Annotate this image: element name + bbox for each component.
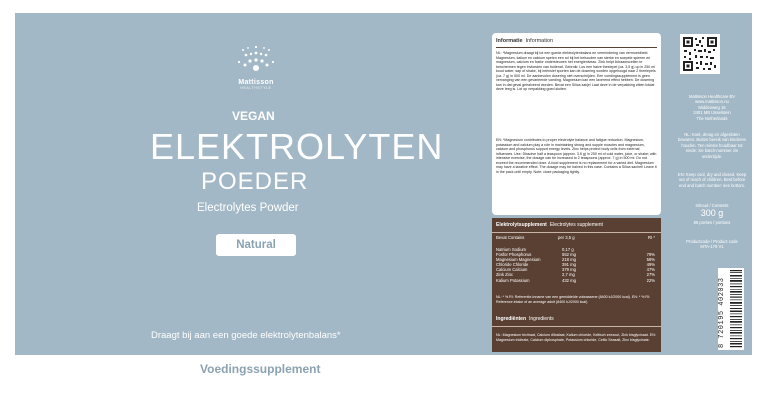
nutrient-ri: 22% <box>646 277 655 283</box>
brand-name: Mattisson <box>238 79 274 86</box>
divider <box>492 232 661 233</box>
brand-tagline: HEALTHSTYLE <box>240 86 272 90</box>
nutrient-value: 2,7 mg <box>562 272 575 278</box>
nutrient-value: 432 mg <box>562 277 576 283</box>
nutrition-header-row <box>496 235 655 240</box>
nutrient-name: Zink Zinc <box>496 272 513 278</box>
company-name: Mattisson Healthcare BV <box>688 94 736 99</box>
product-title: ELEKTROLYTEN <box>150 126 444 167</box>
portions: 85 porties / portions <box>693 219 731 225</box>
information-text-en: EN: *Magnesium contributes to proper electrolyte balance and fatigue reduction. Magnesium, potassium and calcium play a role in maintaining strong and supple muscles and magnesium, calcium and phosphorus support energy levels. Zinc helps protect body cells from external influences. Use: Dissolve half a teaspoon (approx. 3.5 g) in 250 ml of cold water, juice, or shake; with intensive exercise, the dosage can be increased to 2 teaspoons (approx. 7 g) in 500 ml. Do not exceed the recommended dose. A food supplement is no replacement for a varied diet. Magnesium may have a laxative effect. The dosage may be halved in this case. Contains a Silica sachet! Leave it in the pack until empty. Note: close packaging tightly. <box>496 138 657 174</box>
category-label: Voedingssupplement <box>200 362 321 376</box>
company-address <box>676 94 748 121</box>
contents-label: Inhoud / Contents <box>695 203 729 208</box>
company-street: Middenweg 16 <box>698 104 726 110</box>
product-code: MTA-179 V1 <box>700 244 724 250</box>
nutrition-footnote: NL: * % RI: Referentie-inname van een gemiddelde volwassene (8400 kJ/2000 kcal). EN: * % RI: Reference intake of an average adult (8400 kJ/2000 kcal). <box>496 295 651 304</box>
nutrition-heading: Elektrolytsupplement Electrolytes supplement <box>496 222 603 228</box>
flavour-badge: Natural <box>216 234 296 256</box>
nutrient-name: Magnesium Magnesium <box>496 257 541 263</box>
nutrient-ri: 58% <box>646 257 655 263</box>
nutrient-value: 218 mg <box>562 257 576 263</box>
ingredients-heading: Ingrediënten Ingredients <box>496 316 554 322</box>
product-subtitle: Electrolytes Powder <box>197 202 299 214</box>
barcode-number: 8 720195 402033 <box>718 277 726 348</box>
divider <box>496 47 657 48</box>
storage-en: EN: Keep cool, dry and closed. Keep out of reach of children. Best before end and batch number: see bottom. <box>677 172 747 188</box>
health-claim: Draagt bij aan een goede elektrolytenbalans* <box>151 330 341 341</box>
nutrient-name: Natrium Sodium <box>496 247 527 252</box>
col-ri: RI * <box>648 235 655 240</box>
product-title-line2: POEDER <box>201 168 309 195</box>
vegan-label: VEGAN <box>232 109 275 123</box>
nutrient-ri: 79% <box>646 252 655 258</box>
information-text-nl: NL: *Magnesium draagt bij tot een goede elektrolytenbalans en vermindering van vermoeidheid. Magnesium, kalium en calcium spelen een rol bij het behouden van sterke en soepele spieren en magnesium, calcium en fosfor ondersteunen het energieniveau. Zink helpt lichaamscellen te beschermen tegen invloeden van buitenaf. Gebruik: Los een halve theelepel (ca. 3,5 g) op in 250 ml koud water, sap of shake, bij intensief sporten kan de dosering worden opgehoogd naar 2 theelepels (ca. 7 g) in 500 ml. De aanbevolen dosering niet overschrijden. Een voedingssupplement is geen vervanging van een gevarieerde voeding. Magnesium kan een laxerend effect hebben. De dosering kan in dat geval gehalveerd worden. Bevat een Silica zakje! Laat deze in de verpakking zitten totdat deze leeg is. Lot op verpakking goed sluiten. <box>496 51 656 91</box>
nutrient-ri: 49% <box>646 262 655 268</box>
company-website: www.mattisson.nu <box>695 99 729 105</box>
col-contains: Bevat Contains <box>496 235 525 240</box>
brand-logo <box>228 44 284 90</box>
nutrition-row <box>496 278 655 283</box>
nutrition-rows <box>496 247 655 283</box>
information-box <box>492 33 661 215</box>
bottom-strip <box>15 355 752 395</box>
nutrient-value: 0,17 g <box>562 247 574 252</box>
storage-nl: NL: Koel, droog en afgesloten bewaren. Buiten bereik van kinderen houden. Ten minste houdbaar tot einde: zie batch-nummer zie onderzijde. <box>678 132 746 159</box>
ingredients-text: NL: Magnesium tricitraat, Calcium difosfaat, Kalium chloride, Keltisch zeezout, Zink bisglycinaat. EN: Magnesium tricitrate, Calcium diphosphate, Potassium chloride, Celtic Seasalt, Zinc bisglycinate. <box>496 333 656 342</box>
product-code-label: Productcode / Product code <box>686 239 738 244</box>
nutrient-ri: 47% <box>646 267 655 273</box>
sunburst-icon <box>236 44 276 72</box>
nutrient-name: Kalium Potassium <box>496 277 530 283</box>
nutrient-name: Fosfor Phosphorus <box>496 252 532 258</box>
nutrient-ri: 27% <box>646 272 655 278</box>
nutrient-name: Chloride Chloride <box>496 262 529 268</box>
information-heading: Informatie Information <box>496 38 554 44</box>
qr-code-icon <box>680 34 720 74</box>
contents-block <box>676 203 748 225</box>
contents-value: 300 g <box>700 208 724 219</box>
nutrient-value: 552 mg <box>562 252 576 258</box>
nutrient-value: 379 mg <box>562 267 576 273</box>
company-country: The Netherlands <box>696 115 728 121</box>
company-city: 3401 MB IJsselstein <box>693 110 731 116</box>
nutrient-name: Calcium Calcium <box>496 267 528 273</box>
nutrition-table <box>492 218 661 352</box>
divider <box>492 326 661 327</box>
product-code-block <box>676 239 748 250</box>
nutrient-value: 391 mg <box>562 262 576 268</box>
col-per-serving: per 3,5 g <box>558 235 575 240</box>
qr-code-graphic <box>680 34 720 74</box>
